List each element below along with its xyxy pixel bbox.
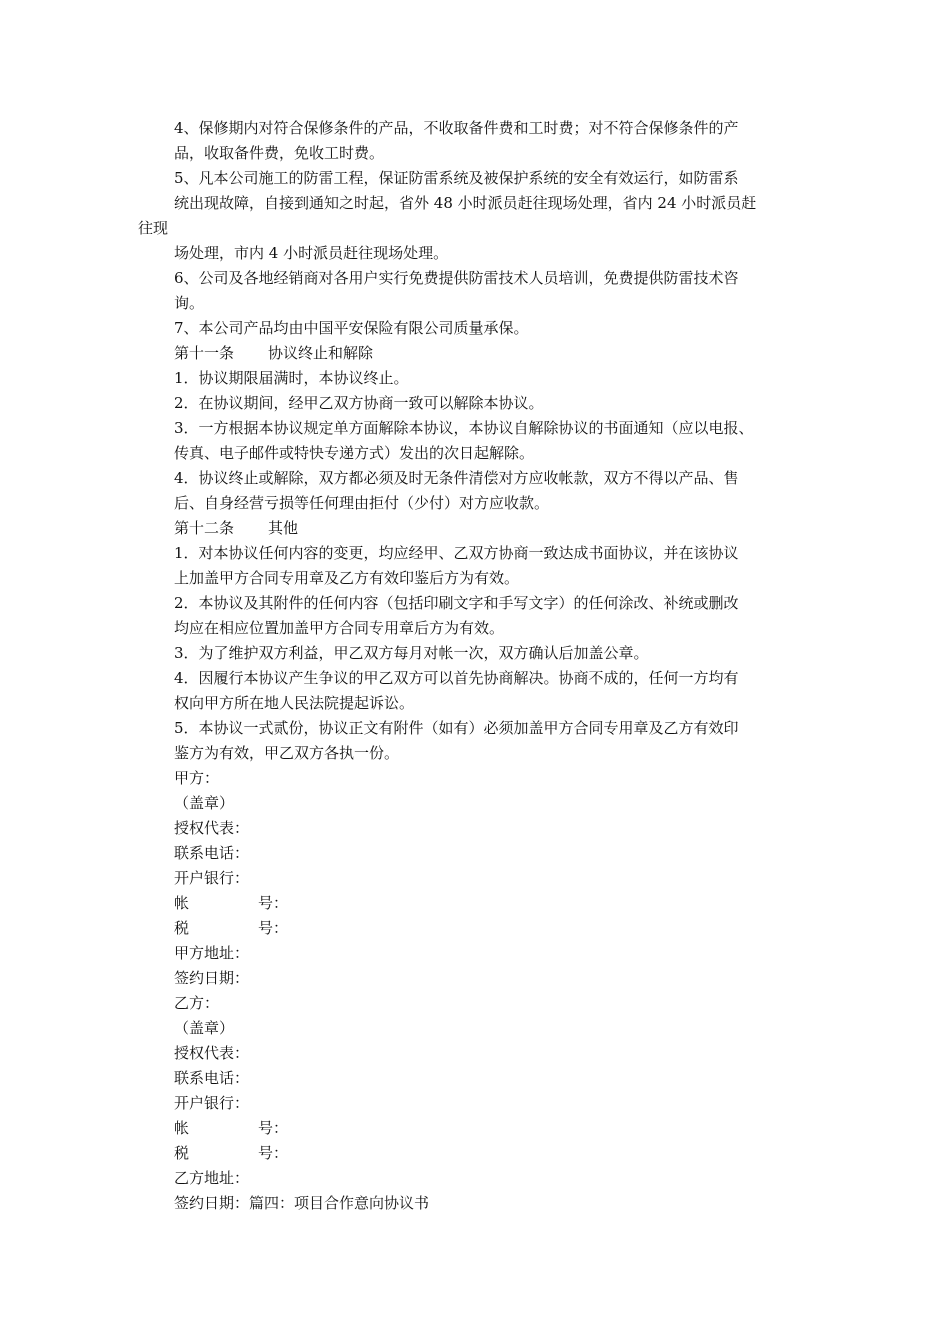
label-text: 号： [258, 1119, 289, 1137]
party-b-account-field [174, 1116, 810, 1141]
party-a-tax-field [174, 916, 810, 941]
text-line: 4、保修期内对符合保修条件的产品，不收取备件费和工时费；对不符合保修条件的产 [174, 119, 739, 137]
text-line: 5、凡本公司施工的防雷工程，保证防雷系统及被保护系统的安全有效运行，如防雷系 [174, 169, 739, 187]
article-12-item-3 [0, 641, 950, 666]
text-line: 7、本公司产品均由中国平安保险有限公司质量承保。 [174, 319, 529, 337]
party-b-address-field: 乙方地址： [174, 1169, 250, 1187]
text-line: 传真、电子邮件或特快专递方式）发出的次日起解除。 [174, 444, 535, 462]
article-11-heading [0, 341, 950, 366]
party-a-address-field: 甲方地址： [174, 944, 250, 962]
party-b-title: 乙方： [174, 994, 220, 1012]
text-line: 3．为了维护双方利益，甲乙双方每月对帐一次，双方确认后加盖公章。 [174, 644, 649, 662]
text-line: 权向甲方所在地人民法院提起诉讼。 [174, 694, 415, 712]
paragraph-warranty-4 [0, 116, 950, 166]
text-line: 3．一方根据本协议规定单方面解除本协议，本协议自解除协议的书面通知（应以电报、 [174, 419, 754, 437]
paragraph-warranty-7 [0, 316, 950, 341]
text-line: 往现 [138, 219, 169, 237]
article-12-item-5 [0, 716, 950, 766]
party-b-block [0, 991, 950, 1216]
party-a-account-field [174, 891, 810, 916]
party-b-seal: （盖章） [174, 1019, 235, 1037]
party-a-seal: （盖章） [174, 794, 235, 812]
label-text: 税 [174, 1144, 190, 1162]
text-line: 场处理，市内 4 小时派员赶往现场处理。 [174, 244, 449, 262]
article-11-item-2 [0, 391, 950, 416]
party-b-rep-field: 授权代表： [174, 1044, 250, 1062]
party-a-phone-field: 联系电话： [174, 844, 250, 862]
label-text: 号： [258, 894, 289, 912]
text-line: 2．在协议期间，经甲乙双方协商一致可以解除本协议。 [174, 394, 544, 412]
label-text: 号： [258, 919, 289, 937]
text-line: 4．协议终止或解除，双方都必须及时无条件清偿对方应收帐款，双方不得以产品、售 [174, 469, 739, 487]
party-a-date-field: 签约日期： [174, 969, 250, 987]
text-line: 均应在相应位置加盖甲方合同专用章后方为有效。 [174, 619, 505, 637]
text-line: 统出现故障，自接到通知之时起，省外 48 小时派员赶往现场处理，省内 24 小时派员赶 [174, 194, 757, 212]
text-line: 1．对本协议任何内容的变更，均应经甲、乙双方协商一致达成书面协议，并在该协议 [174, 544, 739, 562]
text-line: 后、自身经营亏损等任何理由拒付（少付）对方应收款。 [174, 494, 550, 512]
article-11-item-1 [0, 366, 950, 391]
party-b-bank-field: 开户银行： [174, 1094, 250, 1112]
text-line: 2．本协议及其附件的任何内容（包括印刷文字和手写文字）的任何涂改、补统或删改 [174, 594, 739, 612]
text-line: 询。 [174, 294, 205, 312]
text-line: 4．因履行本协议产生争议的甲乙双方可以首先协商解决。协商不成的，任何一方均有 [174, 669, 739, 687]
text-line: 鉴方为有效，甲乙双方各执一份。 [174, 744, 400, 762]
article-title: 其他 [268, 519, 299, 537]
label-text: 帐 [174, 1119, 190, 1137]
text-line: 5．本协议一式贰份，协议正文有附件（如有）必须加盖甲方合同专用章及乙方有效印 [174, 719, 739, 737]
party-b-date-field: 签约日期：篇四：项目合作意向协议书 [174, 1194, 430, 1212]
article-12-item-2 [0, 591, 950, 641]
party-a-title: 甲方： [174, 769, 220, 787]
text-line: 6、公司及各地经销商对各用户实行免费提供防雷技术人员培训，免费提供防雷技术咨 [174, 269, 739, 287]
article-12-heading [0, 516, 950, 541]
paragraph-warranty-6 [0, 266, 950, 316]
label-text: 帐 [174, 894, 190, 912]
label-text: 号： [258, 1144, 289, 1162]
article-number: 第十一条 [174, 344, 235, 362]
text-line: 1．协议期限届满时，本协议终止。 [174, 369, 409, 387]
party-b-phone-field: 联系电话： [174, 1069, 250, 1087]
paragraph-warranty-5 [0, 166, 950, 266]
article-number: 第十二条 [174, 519, 235, 537]
article-11-item-3 [0, 416, 950, 466]
article-title: 协议终止和解除 [268, 344, 374, 362]
document-body [0, 116, 950, 1216]
text-line: 上加盖甲方合同专用章及乙方有效印鉴后方为有效。 [174, 569, 520, 587]
label-text: 税 [174, 919, 190, 937]
article-11-item-4 [0, 466, 950, 516]
text-line: 品，收取备件费，免收工时费。 [174, 144, 385, 162]
party-a-rep-field: 授权代表： [174, 819, 250, 837]
party-b-tax-field [174, 1141, 810, 1166]
article-12-item-4 [0, 666, 950, 716]
article-12-item-1 [0, 541, 950, 591]
party-a-block [0, 766, 950, 991]
party-a-bank-field: 开户银行： [174, 869, 250, 887]
